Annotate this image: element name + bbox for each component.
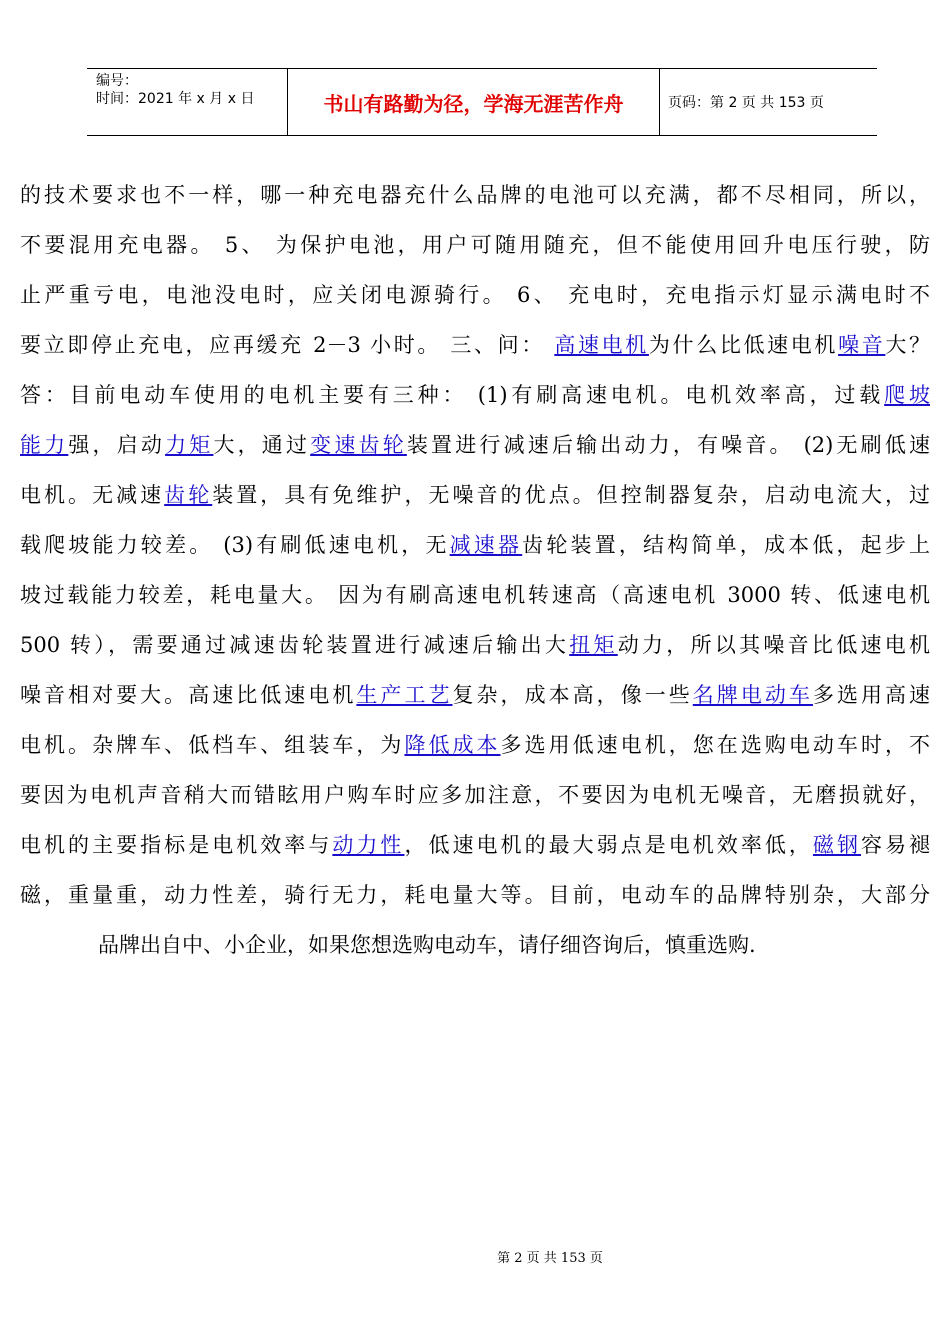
body-text-line bbox=[20, 920, 930, 970]
body-text-segment: 多选用高速 bbox=[812, 683, 930, 707]
keyword-link[interactable]: 变速齿轮 bbox=[310, 433, 407, 457]
body-text-line bbox=[20, 770, 930, 820]
keyword-link[interactable]: 高速电机 bbox=[554, 333, 649, 357]
keyword-link[interactable]: 减速器 bbox=[449, 533, 523, 557]
body-text-segment: 电机。杂牌车、低档车、组装车，为 bbox=[20, 733, 405, 757]
header-page-number: 页码：第 2 页 共 153 页 bbox=[668, 95, 824, 111]
body-text-segment: 答：目前电动车使用的电机主要有三种： (1)有刷高速电机。电机效率高，过载 bbox=[20, 383, 885, 407]
body-text-line bbox=[20, 170, 930, 220]
keyword-link[interactable]: 能力 bbox=[20, 433, 69, 457]
keyword-link[interactable]: 齿轮 bbox=[164, 483, 213, 507]
body-text-line bbox=[20, 720, 930, 770]
keyword-link[interactable]: 降低成本 bbox=[404, 733, 501, 757]
body-text-segment: 装置，具有免维护，无噪音的优点。但控制器复杂，启动电流大，过 bbox=[212, 483, 930, 507]
keyword-link[interactable]: 力矩 bbox=[165, 433, 214, 457]
body-text-segment: 500 转），需要通过减速齿轮装置进行减速后输出大 bbox=[20, 633, 570, 657]
body-text-line bbox=[20, 520, 930, 570]
body-text-segment: 电机。无减速 bbox=[20, 483, 165, 507]
page-header bbox=[87, 68, 877, 136]
body-text-segment: 齿轮装置，结构简单，成本低，起步上 bbox=[522, 533, 930, 557]
keyword-link[interactable]: 爬坡 bbox=[884, 383, 930, 407]
body-text-segment: 要立即停止充电，应再缓充 2－3 小时。 三、问： bbox=[20, 333, 555, 357]
body-text-line bbox=[20, 370, 930, 420]
body-text-segment: 电机的主要指标是电机效率与 bbox=[20, 833, 333, 857]
body-text-segment: 噪音相对要大。高速比低速电机 bbox=[20, 683, 357, 707]
body-text-line bbox=[20, 570, 930, 620]
body-text-segment: 容易褪 bbox=[860, 833, 930, 857]
body-text-segment: 动力，所以其噪音比低速电机 bbox=[617, 633, 930, 657]
body-text-line bbox=[20, 270, 930, 320]
document-number-label: 编号： bbox=[96, 73, 138, 89]
body-text-line bbox=[20, 620, 930, 670]
body-text-segment: ，低速电机的最大弱点是电机效率低， bbox=[404, 833, 813, 857]
body-text-line bbox=[20, 220, 930, 270]
header-motto: 书山有路勤为径，学海无涯苦作舟 bbox=[287, 69, 660, 135]
document-time-label: 时间：2021 年 x 月 x 日 bbox=[96, 91, 255, 107]
body-text-segment: 要因为电机声音稍大而错眩用户购车时应多加注意，不要因为电机无噪音，无磨损就好， bbox=[20, 783, 930, 807]
body-text-segment: 装置进行减速后输出动力，有噪音。 (2)无刷低速 bbox=[406, 433, 930, 457]
keyword-link[interactable]: 扭矩 bbox=[569, 633, 618, 657]
document-body bbox=[20, 170, 930, 970]
keyword-link[interactable]: 名牌电动车 bbox=[692, 683, 813, 707]
body-text-line bbox=[20, 820, 930, 870]
body-text-line bbox=[20, 470, 930, 520]
body-text-line bbox=[20, 320, 930, 370]
body-text-segment: 坡过载能力较差，耗电量大。 因为有刷高速电机转速高（高速电机 3000 转、低速电机 bbox=[20, 583, 930, 607]
body-text-segment: 不要混用充电器。 5、 为保护电池，用户可随用随充，但不能使用回升电压行驶，防 bbox=[20, 233, 930, 257]
body-text-segment: 止严重亏电，电池没电时，应关闭电源骑行。 6、 充电时，充电指示灯显示满电时不 bbox=[20, 283, 930, 307]
body-text-segment: 强，启动 bbox=[68, 433, 166, 457]
body-text-segment: 大？ bbox=[885, 333, 930, 357]
body-text-segment: 磁，重量重，动力性差，骑行无力，耗电量大等。目前，电动车的品牌特别杂，大部分 bbox=[20, 883, 930, 907]
body-text-segment: 复杂，成本高，像一些 bbox=[452, 683, 693, 707]
page-footer: 第 2 页 共 153 页 bbox=[497, 1251, 603, 1266]
keyword-link[interactable]: 噪音 bbox=[838, 333, 886, 357]
keyword-link[interactable]: 生产工艺 bbox=[356, 683, 453, 707]
body-text-segment: 大，通过 bbox=[213, 433, 311, 457]
body-text-line bbox=[20, 870, 930, 920]
body-text-segment: 为什么比低速电机 bbox=[648, 333, 839, 357]
body-text-segment: 载爬坡能力较差。 (3)有刷低速电机，无 bbox=[20, 533, 450, 557]
body-text-segment: 的技术要求也不一样，哪一种充电器充什么品牌的电池可以充满，都不尽相同，所以， bbox=[20, 183, 930, 207]
header-meta bbox=[87, 69, 287, 135]
body-text-segment: 多选用低速电机，您在选购电动车时，不 bbox=[500, 733, 930, 757]
keyword-link[interactable]: 动力性 bbox=[332, 833, 405, 857]
body-text-line bbox=[20, 420, 930, 470]
body-text-line bbox=[20, 670, 930, 720]
body-text-segment: 品牌出自中、小企业，如果您想选购电动车，请仔细咨询后，慎重选购. bbox=[98, 933, 756, 957]
keyword-link[interactable]: 磁钢 bbox=[812, 833, 861, 857]
